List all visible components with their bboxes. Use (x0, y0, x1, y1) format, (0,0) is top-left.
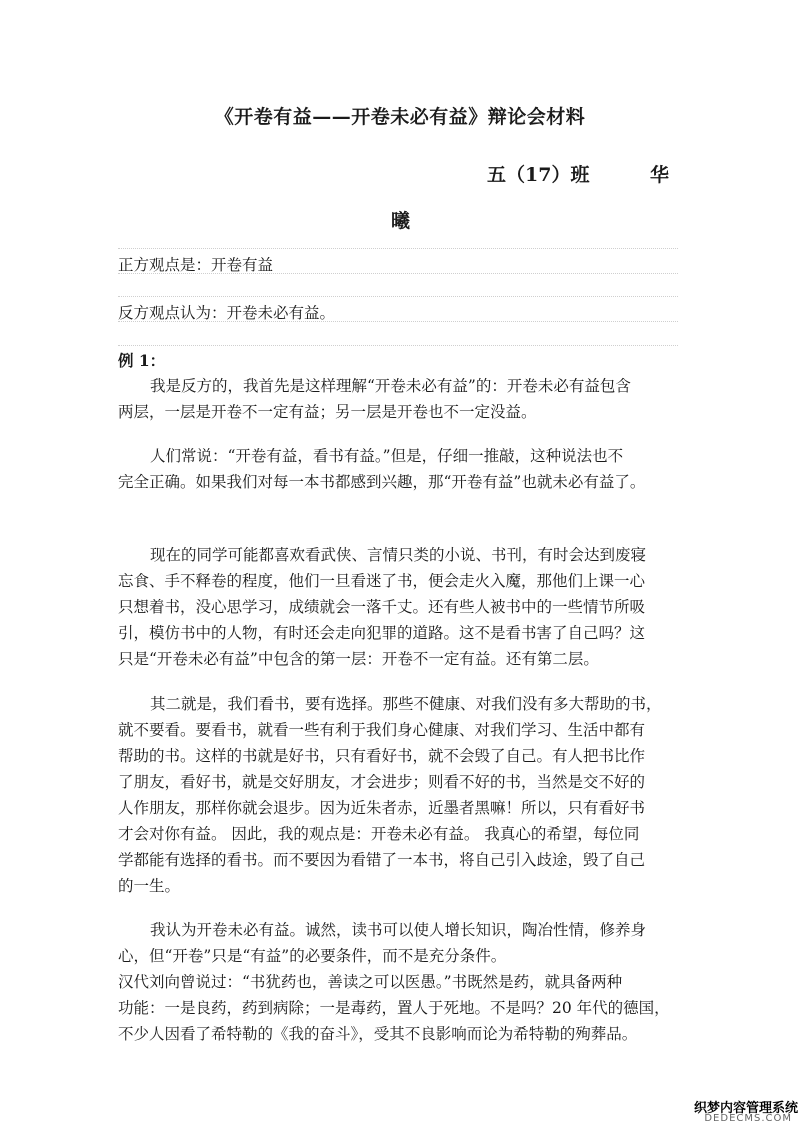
divider (118, 248, 678, 249)
text-line: 了朋友，看好书，就是交好朋友，才会进步；则看不好的书，当然是交不好的 (118, 773, 646, 791)
text-line: 我是反方的，我首先是这样理解“开卷未必有益”的：开卷未必有益包含 (150, 377, 631, 395)
negative-view: 反方观点认为：开卷未必有益。 (118, 304, 336, 322)
divider (118, 321, 678, 322)
author-name-part1: 华 (650, 164, 670, 186)
document-title: 《开卷有益——开卷未必有益》辩论会材料 (214, 106, 586, 128)
text-line: 汉代刘向曾说过：“书犹药也，善读之可以医愚。”书既然是药，就具备两种 (118, 973, 623, 991)
text-line: 其二就是，我们看书，要有选择。那些不健康、对我们没有多大帮助的书， (150, 695, 662, 713)
text-line: 就不要看。要看书，就看一些有利于我们身心健康、对我们学习、生活中都有 (118, 721, 646, 739)
divider (118, 273, 678, 274)
text-line: 现在的同学可能都喜欢看武侠、言情只类的小说、书刊，有时会达到废寝 (150, 546, 647, 564)
text-line: 功能：一是良药，药到病除；一是毒药，置人于死地。不是吗？20 年代的德国， (118, 999, 670, 1017)
text-line: 引，模仿书中的人物，有时还会走向犯罪的道路。这不是看书害了自己吗？这 (118, 624, 646, 642)
text-line: 两层，一层是开卷不一定有益；另一层是开卷也不一定没益。 (118, 403, 537, 421)
text-line: 只是“开卷未必有益”中包含的第一层：开卷不一定有益。还有第二层。 (118, 650, 599, 668)
author-name-part2: 曦 (391, 210, 411, 232)
divider (118, 345, 678, 346)
text-line: 学都能有选择的看书。而不要因为看错了一本书，将自己引入歧途，毁了自己 (118, 851, 646, 869)
text-line: 我认为开卷未必有益。诚然，读书可以使人增长知识，陶冶性情，修养身 (150, 921, 647, 939)
divider (118, 296, 678, 297)
text-line: 完全正确。如果我们对每一本书都感到兴趣，那“开卷有益”也就未必有益了。 (118, 473, 646, 491)
text-line: 人作朋友，那样你就会退步。因为近朱者赤，近墨者黑嘛！所以，只有看好书 (118, 799, 646, 817)
watermark (690, 1097, 798, 1127)
text-line: 才会对你有益。 因此，我的观点是：开卷未必有益。 我真心的希望，每位同 (118, 825, 640, 843)
text-line: 不少人因看了希特勒的《我的奋斗》，受其不良影响而论为希特勒的殉葬品。 (118, 1025, 638, 1043)
text-line: 帮助的书。这样的书就是好书，只有看好书，就不会毁了自己。有人把书比作 (118, 747, 646, 765)
watermark-text: 织梦内容管理系统 (693, 1101, 798, 1116)
text-line: 心，但“开卷”只是“有益”的必要条件，而不是充分条件。 (118, 947, 507, 965)
positive-view: 正方观点是：开卷有益 (118, 256, 274, 274)
watermark-domain: DEDECMS.COM (704, 1113, 792, 1124)
text-line: 只想着书，没心思学习，成绩就会一落千丈。还有些人被书中的一些情节所吸 (118, 598, 646, 616)
text-line: 忘食、手不释卷的程度，他们一旦看迷了书，便会走火入魔，那他们上课一心 (118, 572, 646, 590)
author-class: 五（17）班 (487, 164, 590, 186)
example-label: 例 1： (118, 351, 166, 370)
text-line: 的一生。 (118, 877, 181, 895)
text-line: 人们常说：“开卷有益，看书有益。”但是，仔细一推敲，这种说法也不 (150, 447, 624, 465)
